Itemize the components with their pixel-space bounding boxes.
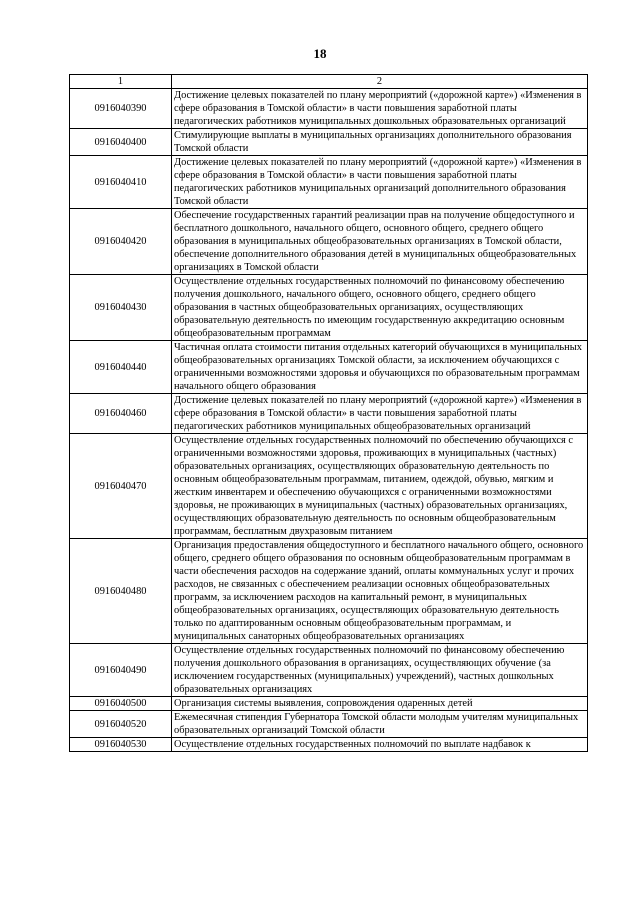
row-description: Достижение целевых показателей по плану мероприятий («дорожной карте») «Изменения в сфере образования в Томской области» в части повышения заработной платы педагогических работников муниципальных дошкольных образовательных организаций bbox=[172, 89, 588, 129]
row-code: 0916040440 bbox=[70, 341, 172, 394]
row-code: 0916040430 bbox=[70, 275, 172, 341]
row-code: 0916040500 bbox=[70, 697, 172, 711]
table-row bbox=[70, 89, 588, 129]
row-description: Осуществление отдельных государственных полномочий по обеспечению обучающихся с ограниченными возможностями здоровья, проживающих в муниципальных (частных) образовательных организациях, осуществляющих образовательную деятельность по основным общеобразовательным программам, питанием, одеждой, обувью, мягким и жестким инвентарем и обеспечению обучающихся с ограниченными возможностями здоровья, не проживающих в муниципальных (частных) образовательных организациях, осуществляющих образовательную деятельность по основным общеобразовательным программам, бесплатным двухразовым питанием bbox=[172, 434, 588, 539]
row-code: 0916040520 bbox=[70, 711, 172, 738]
column-header-2: 2 bbox=[172, 75, 588, 89]
row-code: 0916040530 bbox=[70, 738, 172, 752]
table-row bbox=[70, 394, 588, 434]
row-description: Осуществление отдельных государственных полномочий по финансовому обеспечению получения дошкольного, начального общего, основного общего, среднего общего образования в частных общеобразовательных организациях, осуществляющих образовательную деятельность по имеющим государственную аккредитацию основным общеобразовательным программам bbox=[172, 275, 588, 341]
page-number: 18 bbox=[313, 46, 327, 61]
table-header-row bbox=[70, 75, 588, 89]
table-row bbox=[70, 711, 588, 738]
row-code: 0916040470 bbox=[70, 434, 172, 539]
row-description: Осуществление отдельных государственных полномочий по финансовому обеспечению получения дошкольного образования в организациях, осуществляющих обучение (за исключением государственных (муниципальных) учреждений), частных дошкольных образовательных организациях bbox=[172, 644, 588, 697]
row-code: 0916040490 bbox=[70, 644, 172, 697]
table-row bbox=[70, 129, 588, 156]
table-row bbox=[70, 539, 588, 644]
row-description: Организация предоставления общедоступного и бесплатного начального общего, основного общего, среднего общего образования по основным общеобразовательным программам в части обеспечения расходов на содержание зданий, оплаты коммунальных услуг и прочих расходов, не связанных с обеспечением реализации основных общеобразовательных программ, за исключением расходов на капитальный ремонт, в муниципальных общеобразовательных организациях, осуществляющих образовательную деятельность только по адаптированным основным общеобразовательным программам, и муниципальных санаторных общеобразовательных организациях bbox=[172, 539, 588, 644]
row-description: Осуществление отдельных государственных полномочий по выплате надбавок к bbox=[172, 738, 588, 752]
row-code: 0916040410 bbox=[70, 156, 172, 209]
table-row bbox=[70, 275, 588, 341]
row-description: Обеспечение государственных гарантий реализации прав на получение общедоступного и бесплатного дошкольного, начального общего, основного общего, среднего общего образования в муниципальных общеобразовательных организациях в Томской области, обеспечение дополнительного образования детей в муниципальных общеобразовательных организациях в Томской области bbox=[172, 209, 588, 275]
row-description: Достижение целевых показателей по плану мероприятий («дорожной карте») «Изменения в сфере образования в Томской области» в части повышения заработной платы педагогических работников муниципальных организаций дополнительного образования Томской области bbox=[172, 156, 588, 209]
row-description: Частичная оплата стоимости питания отдельных категорий обучающихся в муниципальных общеобразовательных организациях Томской области, за исключением обучающихся с ограниченными возможностями здоровья и обучающихся по образовательным программам начального общего образования bbox=[172, 341, 588, 394]
table-row bbox=[70, 738, 588, 752]
row-code: 0916040480 bbox=[70, 539, 172, 644]
row-description: Достижение целевых показателей по плану мероприятий («дорожной карте») «Изменения в сфере образования в Томской области» в части повышения заработной платы педагогических работников муниципальных общеобразовательных организаций bbox=[172, 394, 588, 434]
row-description: Ежемесячная стипендия Губернатора Томской области молодым учителям муниципальных образовательных организаций Томской области bbox=[172, 711, 588, 738]
row-code: 0916040400 bbox=[70, 129, 172, 156]
row-code: 0916040420 bbox=[70, 209, 172, 275]
table-row bbox=[70, 697, 588, 711]
table-row bbox=[70, 644, 588, 697]
column-header-1: 1 bbox=[70, 75, 172, 89]
table-row bbox=[70, 341, 588, 394]
table-row bbox=[70, 209, 588, 275]
row-description: Стимулирующие выплаты в муниципальных организациях дополнительного образования Томской области bbox=[172, 129, 588, 156]
table-row bbox=[70, 434, 588, 539]
row-code: 0916040460 bbox=[70, 394, 172, 434]
budget-codes-table bbox=[69, 74, 588, 752]
row-description: Организация системы выявления, сопровождения одаренных детей bbox=[172, 697, 588, 711]
row-code: 0916040390 bbox=[70, 89, 172, 129]
table-row bbox=[70, 156, 588, 209]
